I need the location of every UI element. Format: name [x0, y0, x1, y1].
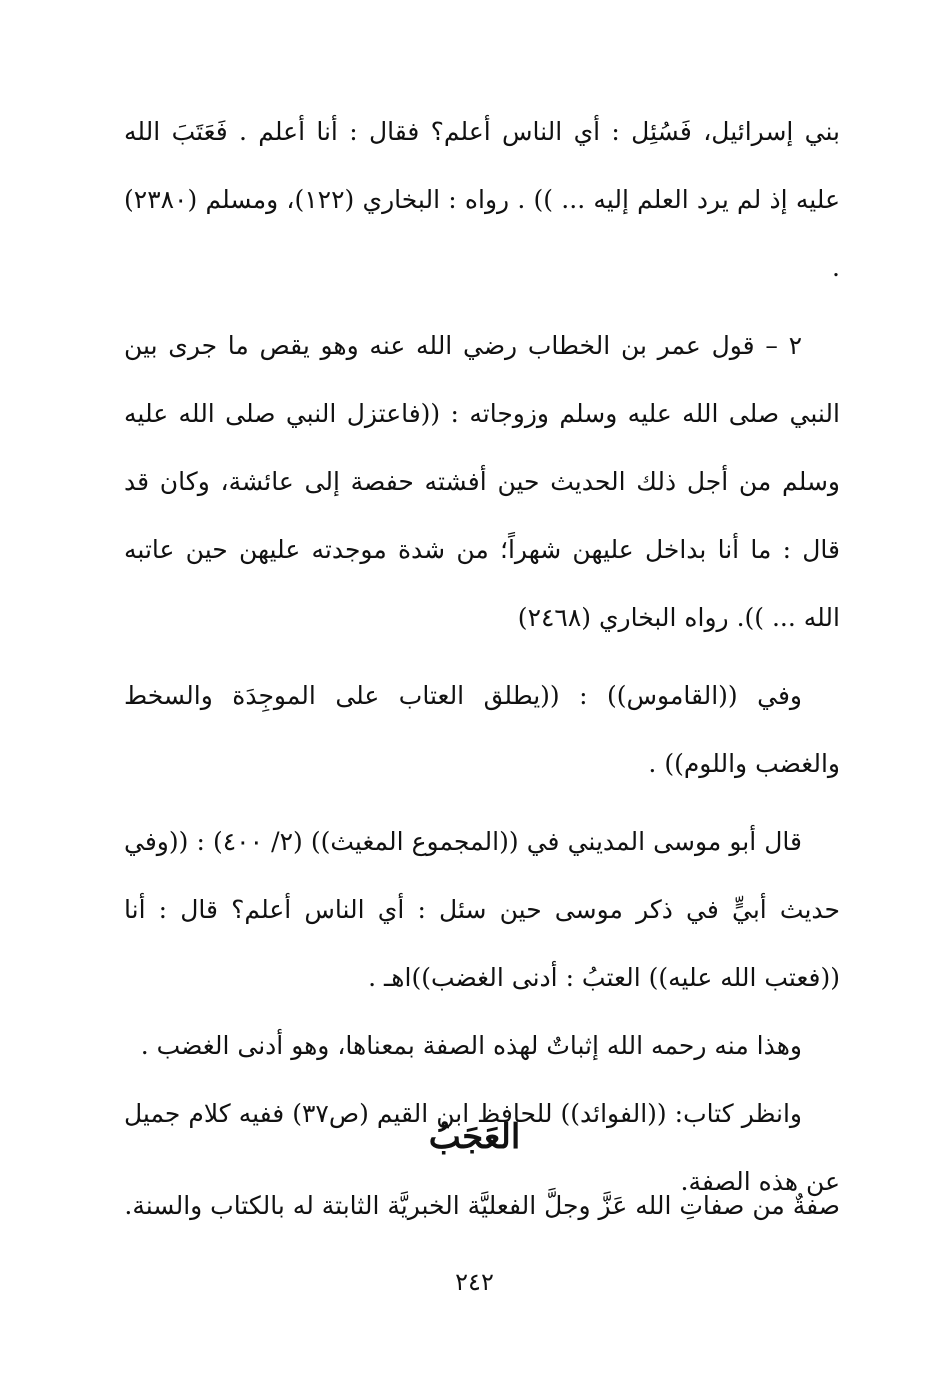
- paragraph-continuation: بني إسرائيل، فَسُئِل : أي الناس أعلم؟ فقال : أنا أعلم . فَعَتَبَ الله عليه إذ لم يرد العلم إليه ... )) . رواه : البخاري (١٢٢)، ومسلم (٢٣٨٠) .: [124, 117, 840, 282]
- section-heading: العَجَبُ: [428, 1117, 521, 1157]
- heading-definition: صفةٌ من صفاتِ الله عَزَّ وجلَّ الفعليَّة الخبريَّة الثابتة له بالكتاب والسنة.: [124, 1191, 840, 1220]
- paragraph-abu-musa: قال أبو موسى المديني في ((المجموع المغيث)) (٢/ ٤٠٠) : ((وفي حديث أبيٍّ في ذكر موسى حين سئل : أي الناس أعلم؟ قال : أنا ((فعتب الله عليه)) العتبُ : أدنى الغضب))اهـ .: [124, 827, 840, 992]
- paragraph-qamus: وفي ((القاموس)) : ((يطلق العتاب على الموجِدَة والسخط والغضب واللوم)) .: [124, 681, 840, 778]
- paragraph-ithbat: وهذا منه رحمه الله إثباتٌ لهذه الصفة بمعناها، وهو أدنى الغضب .: [140, 1031, 802, 1060]
- paragraph-fawaid: وانظر كتاب: ((الفوائد)) للحافظ ابن القيم (ص٣٧) ففيه كلام جميل عن هذه الصفة.: [124, 1099, 840, 1196]
- main-text: [124, 98, 840, 1216]
- page-number: ٢٤٢: [455, 1268, 494, 1296]
- paragraph-umar-hadith: ٢ – قول عمر بن الخطاب رضي الله عنه وهو يقص ما جرى بين النبي صلى الله عليه وسلم وزوجاته : ((فاعتزل النبي صلى الله عليه وسلم من أجل ذلك الحديث حين أفشته حفصة إلى عائشة، وكان قد قال : ما أنا بداخل عليهن شهراً؛ من شدة موجدته عليهن حين عاتبه الله ... )). رواه البخاري (٢٤٦٨): [124, 331, 840, 632]
